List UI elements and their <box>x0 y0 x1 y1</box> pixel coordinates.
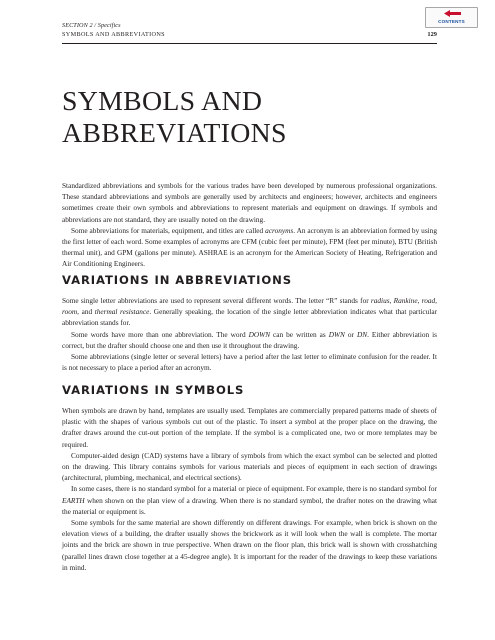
contents-button[interactable] <box>425 7 478 28</box>
emphasis-text: acronyms <box>265 225 294 235</box>
text-run: . An acronym is an abbreviation formed by using the first letter of each word. Some examples of acronyms are CFM (cubic feet per minute), FPM (feet per minute), BTU (British thermal unit), and GPM (gallons per minute). ASHRAE is an acronym for the American Society of Heating, Refrigeration and Air Conditioning Engineers. <box>62 225 437 269</box>
text-run: . Either abbreviation is correct, but the drafter should choose one and then use it throughout the drawing. <box>62 329 437 350</box>
section-prefix: SECTION 2 / <box>62 22 98 29</box>
symbols-section <box>62 405 437 573</box>
emphasis-text: radius, Rankine, road, room, <box>62 296 438 317</box>
page-number: 129 <box>427 31 437 38</box>
page-header <box>62 22 437 38</box>
abbreviations-heading: VARIATIONS IN ABBREVIATIONS <box>62 273 292 287</box>
contents-label: CONTENTS <box>438 19 465 24</box>
intro-section <box>62 180 437 270</box>
text-run: and <box>78 307 95 317</box>
abbreviations-paragraph-1 <box>62 295 437 329</box>
text-run: can be written as <box>270 329 329 339</box>
abbreviations-paragraph-2 <box>62 329 437 351</box>
section-label <box>62 22 437 29</box>
abbreviations-paragraph-3: Some abbreviations (single letter or several letters) have a period after the last letter to eliminate confusion for the reader. It is not necessary to place a period after an acronym. <box>62 352 437 373</box>
symbols-paragraph-4: Some symbols for the same material are shown differently on different drawings. For example, when brick is shown on the elevation views of a building, the drafter usually shows the brickwork as it will look when the wall is complete. The mortar joints and the brick are shown in true perspective. When drawn on the floor plan, this brick wall is shown with crosshatching (parallel lines drawn close together at a 45-degree angle). It is important for the reader of the drawings to keep these variations in mind. <box>62 518 437 572</box>
header-rule <box>62 43 437 44</box>
page-title <box>62 86 287 149</box>
text-run: Some abbreviations for materials, equipment, and titles are called <box>71 225 266 235</box>
abbreviations-section <box>62 295 437 373</box>
text-run: Some words have more than one abbreviation. The word <box>71 329 249 339</box>
text-run: or <box>344 329 357 339</box>
text-run: when shown on the plan view of a drawing. When there is no standard symbol, the drafter notes on the drawing what the material or equipment is. <box>62 495 437 516</box>
text-run: In some cases, there is no standard symbol for a material or piece of equipment. For example, there is no standard symbol for <box>71 484 437 494</box>
emphasis-text: DWN <box>328 329 345 339</box>
title-line-2: ABBREVIATIONS <box>62 117 287 149</box>
emphasis-text: DOWN <box>248 329 271 339</box>
symbols-paragraph-2: Computer-aided design (CAD) systems have a library of symbols from which the exact symbol can be selected and plotted on the drawing. This library contains symbols for various materials and pieces of equipment in each section of drawings (architectural, plumbing, mechanical, and electrical sections). <box>62 450 437 483</box>
section-name: Specifics <box>97 22 121 29</box>
running-title: SYMBOLS AND ABBREVIATIONS <box>62 31 165 38</box>
intro-paragraph-2 <box>62 225 437 270</box>
emphasis-text: EARTH <box>62 495 85 505</box>
left-arrow-icon <box>444 10 461 17</box>
symbols-paragraph-1: When symbols are drawn by hand, templates are usually used. Templates are commercially prepared patterns made of sheets of plastic with the shapes of various symbols cut out of the plastic. To insert a symbol at the proper place on the drawing, the drafter draws around the cut-out portion of the template. If the symbol is a complicated one, two or more templates may be required. <box>62 406 437 449</box>
text-run: . Generally speaking, the location of the single letter abbreviation indicates what that particular abbreviation stands for. <box>62 307 438 328</box>
emphasis-text: thermal resistance <box>94 307 150 317</box>
running-header-row <box>62 31 437 38</box>
symbols-heading: VARIATIONS IN SYMBOLS <box>62 383 245 397</box>
title-line-1: SYMBOLS AND <box>62 86 263 117</box>
intro-paragraph-1: Standardized abbreviations and symbols for the various trades have been developed by numerous professional organizations. These standard abbreviations and symbols are generally used by architects and engineers; however, architects and engineers sometimes create their own symbols and abbreviations to represent materials and equipment on drawings. If symbols and abbreviations are not standard, they are usually noted on the drawing. <box>62 181 437 224</box>
text-run: Some single letter abbreviations are used to represent several different words. The letter “R” stands for <box>62 296 371 305</box>
emphasis-text: DN <box>356 329 368 339</box>
symbols-paragraph-3 <box>62 483 437 517</box>
